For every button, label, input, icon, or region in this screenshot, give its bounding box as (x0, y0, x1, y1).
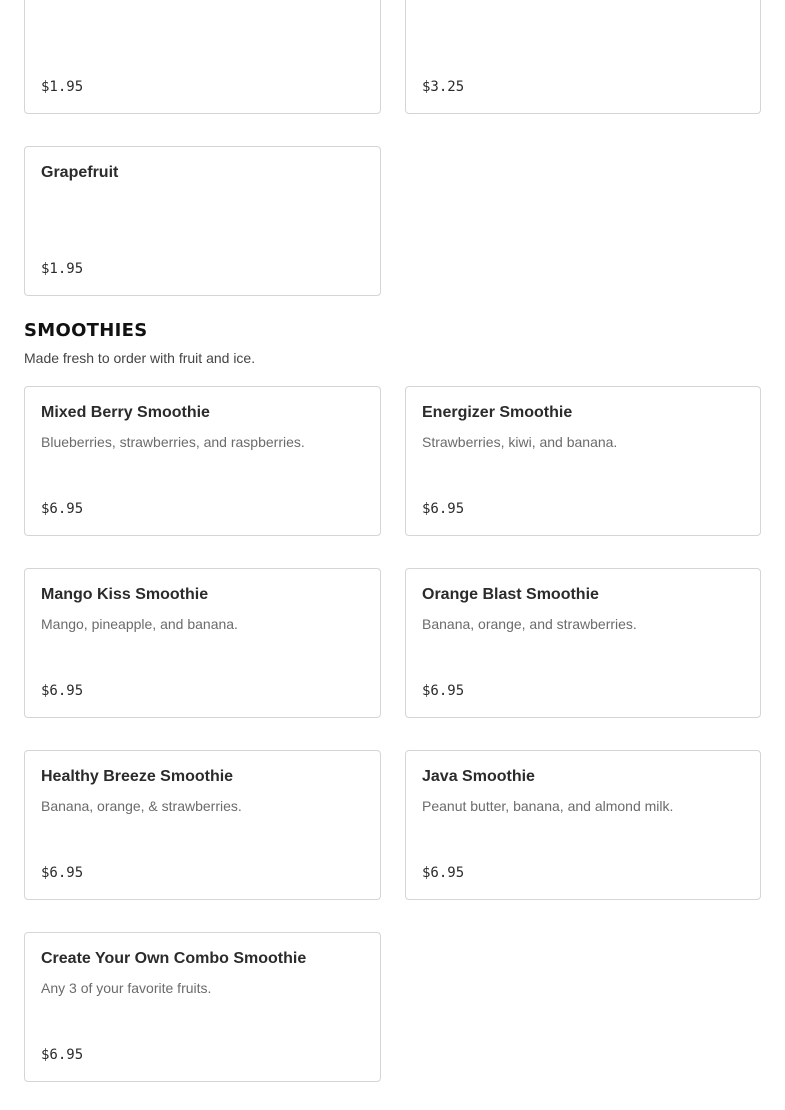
section-title: SMOOTHIES (24, 320, 148, 341)
menu-item-card[interactable] (24, 0, 381, 114)
menu-item-name: Grapefruit (41, 164, 119, 181)
menu-item-description: Banana, orange, & strawberries. (41, 798, 242, 814)
menu-item-card[interactable] (24, 568, 381, 718)
menu-item-price: $6.95 (41, 501, 84, 517)
section-description: Made fresh to order with fruit and ice. (24, 350, 256, 366)
menu-item-description: Strawberries, kiwi, and banana. (422, 434, 618, 450)
menu-item-price: $6.95 (41, 683, 84, 699)
menu-item-price: $6.95 (422, 683, 465, 699)
menu-item-name: Healthy Breeze Smoothie (41, 768, 234, 785)
menu-item-card[interactable] (24, 750, 381, 900)
menu-item-name: Java Smoothie (422, 768, 535, 785)
menu-item-name: Mango Kiss Smoothie (41, 586, 209, 603)
menu-item-card[interactable] (405, 750, 761, 900)
menu-item-name: Energizer Smoothie (422, 404, 573, 421)
menu-item-description: Peanut butter, banana, and almond milk. (422, 798, 674, 814)
menu-item-price: $1.95 (41, 79, 84, 95)
menu-item-price: $6.95 (41, 1047, 84, 1063)
menu-item-price: $6.95 (41, 865, 84, 881)
menu-item-description: Mango, pineapple, and banana. (41, 616, 238, 632)
menu-item-name: Mixed Berry Smoothie (41, 404, 210, 421)
menu-item-card[interactable] (405, 0, 761, 114)
menu-item-description: Banana, orange, and strawberries. (422, 616, 637, 632)
menu-item-card[interactable] (405, 568, 761, 718)
menu-item-price: $1.95 (41, 261, 84, 277)
menu-item-card[interactable] (405, 386, 761, 536)
menu-item-name: Create Your Own Combo Smoothie (41, 950, 307, 967)
menu-item-name: Orange Blast Smoothie (422, 586, 599, 603)
menu-item-card[interactable] (24, 932, 381, 1082)
menu-item-price: $6.95 (422, 865, 465, 881)
menu-item-price: $3.25 (422, 79, 465, 95)
menu-item-description: Blueberries, strawberries, and raspberries. (41, 434, 305, 450)
menu-item-card[interactable] (24, 386, 381, 536)
menu-item-price: $6.95 (422, 501, 465, 517)
menu-item-card[interactable] (24, 146, 381, 296)
menu-item-description: Any 3 of your favorite fruits. (41, 980, 212, 996)
